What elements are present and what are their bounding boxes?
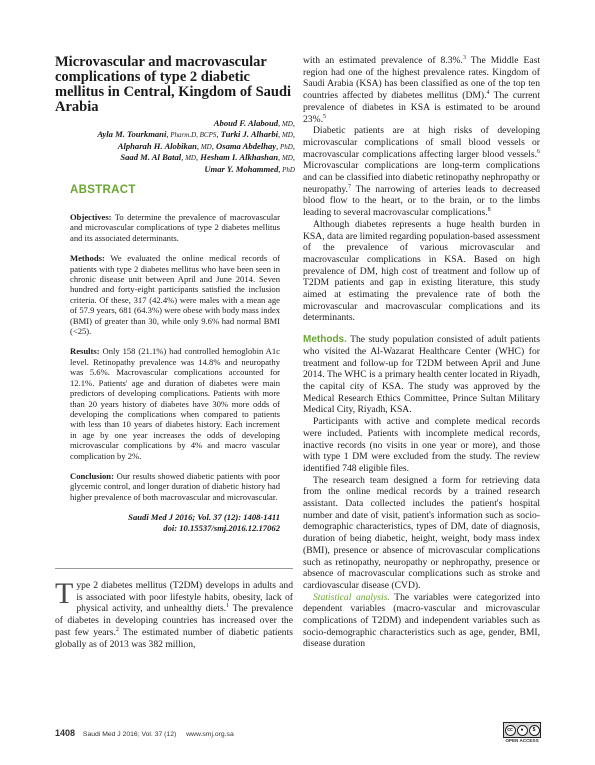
paragraph: with an estimated prevalence of 8.3%.$^3$ The Middle East region had one of the highest prevalence rates. Kingdom of Saudi Arabia (KSA) has been classified as one of the top ten countries affected by diabetes mellitus (DM).$^4$ The current prevalence of diabetes in KSA is estimated to be around 23%.$^5$: [303, 54, 540, 125]
author-degree: MD: [280, 131, 293, 140]
objectives-text: To determine the prevalence of macrovascular and microvascular complications of type 2 diabetes mellitus and its associated determinants.: [70, 212, 280, 243]
statistical-analysis-paragraph: Statistical analysis. The variables were categorized into dependent variables (macro-vascular and microvascular complications of T2DM) and independent variables such as socio-demographic characteristics such as age, gender, BMI, disease duration: [303, 591, 540, 650]
journal-issue: Saudi Med J 2016; Vol. 37 (12): [82, 731, 177, 738]
author-line: Aboud F. Alaboud, MD,: [213, 118, 295, 128]
paragraph: Participants with active and complete medical records were included. Patients with incomplete medical records, inactive records (no visits in one year or more), and those with type 1 DM were excluded from the study. The review identified 748 eligible files.: [303, 416, 540, 474]
nc-icon: $: [529, 725, 540, 736]
abstract-methods: [70, 253, 280, 336]
abstract-results: [70, 346, 280, 460]
cc-icon: cc: [505, 725, 516, 736]
journal-url[interactable]: www.smj.org.sa: [186, 731, 234, 738]
abstract-conclusion: [70, 471, 280, 502]
right-column: [303, 55, 540, 650]
author-degree: MD: [183, 154, 196, 163]
methods-heading: Methods.: [303, 334, 347, 346]
open-access-label: OPEN ACCESS: [505, 738, 539, 743]
conclusion-text: Our results showed diabetic patients with poor glycemic control, and longer duration of diabetic history had higher prevalence of both macrovascular and microvascular.: [70, 470, 280, 502]
section-divider: [55, 568, 293, 569]
citation-line-1: Saudi Med J 2016; Vol. 37 (12): 1408-1411: [128, 512, 280, 523]
page-number: 1408: [55, 728, 76, 738]
citation: [70, 512, 280, 533]
author-line: Saad M. Al Batal, MD, Hesham I. Alkhashan, MD,: [120, 152, 295, 163]
results-text: Only 158 (21.1%) had controlled hemoglobin A1c level. Retinopathy prevalence was 14.8% and neuropathy was 5.6%. Macrovascular complications accounted for 12.1%. Patients' age and duration of diabetes were main predictors of developing complications. Patients with more than 20 years history of diabetes have 30% more odds of developing the complications when compared to patients with less than 10 years of diabetes history. Each increment in age by one year increases the odds of developing microvascular complications by 4% and macro vascular complication by 2%.: [70, 346, 280, 461]
author-degree: MD: [280, 120, 293, 128]
objectives-label: Objectives:: [70, 212, 112, 222]
ref-marker: 3: [462, 54, 466, 61]
ref-marker: 2: [115, 626, 119, 633]
author-degree: Pharm.D, BCPS: [168, 131, 217, 140]
drop-cap: T: [55, 577, 74, 610]
methods-paragraph: Methods. The study population consisted of adult patients who visited the Al-Wazarat Healthcare Center (WHC) for treatment and follow-up for T2DM between April and June 2014. The WHC is a primary health center located in Riyadh, the capital city of KSA. The study was approved by the Medical Research Ethics Committee, Prince Sultan Military Medical City, Riyadh, KSA.: [303, 334, 540, 416]
author-name: Aboud F. Alaboud: [213, 118, 279, 128]
ref-marker: 7: [347, 183, 351, 190]
creative-commons-badge-icon: [503, 722, 541, 738]
author-degree: MD: [280, 154, 293, 163]
author-line: Alpharah H. Alobikan, MD, Osama Abdelhay, PhD,: [117, 140, 295, 151]
introduction-text: [55, 577, 293, 650]
paragraph: Diabetic patients are at high risks of developing microvascular complications of small blood vessels or macrovascular complications affecting larger blood vessels.$^6$ Microvascular complications are long-term complications and can be classified into diabetic retinopathy nephropathy or neuropathy.$^7$ The narrowing of arteries leads to decreased blood flow to the heart, or to the brain, or to the limbs leading to several macrovascular complications.$^8$: [303, 125, 540, 219]
intro-sentence-1: ype 2 diabetes mellitus (T2DM) develops in adults and is associated with poor lifestyle habits, obesity, lack of physical activity, and unhealthy diets.: [76, 580, 293, 615]
conclusion-label: Conclusion:: [70, 470, 114, 481]
ref-marker: 5: [322, 113, 326, 120]
citation-doi: doi: 10.15537/smj.2016.12.17062: [163, 522, 280, 533]
author-name: Umar Y. Mohammed: [204, 163, 279, 174]
author-line: Ayla M. Tourkmani, Pharm.D, BCPS, Turki J. Alharbi, MD,: [97, 129, 295, 140]
author-name: Turki J. Alharbi: [220, 129, 279, 140]
author-degree: PhD: [278, 142, 293, 151]
paragraph: The research team designed a form for retrieving data from the online medical records by a trained research assistant. Data collected includes the patient's hospital number and date of visit, patient's information such as socio-demographic characteristics, types of DM, date of diagnosis, duration of being diabetic, height, weight, body mass index (BMI), presence or absence of microvascular complications such as retinopathy, neuropathy or nephropathy, presence or absence of macrovascular complications such as stroke and cardiovascular disease (CVD).: [303, 474, 540, 591]
abstract-body: [70, 212, 280, 533]
methods-label: Methods:: [70, 253, 105, 264]
author-name: Ayla M. Tourkmani: [97, 129, 167, 140]
ref-marker: 1: [226, 603, 230, 610]
article-title: Microvascular and macrovascular complications of type 2 diabetic mellitus in Central, Kingdom of Saudi Arabia: [55, 54, 292, 115]
author-name: Hesham I. Alkhashan: [200, 152, 279, 163]
author-line: Umar Y. Mohammed, PhD: [204, 163, 295, 174]
author-degree: MD: [199, 142, 212, 151]
ref-marker: 6: [537, 148, 540, 155]
page-footer: [55, 728, 540, 742]
statistical-analysis-heading: Statistical analysis.: [313, 591, 390, 603]
abstract-heading: ABSTRACT: [70, 184, 136, 196]
ref-marker: 4: [486, 89, 490, 96]
abstract-objectives: [70, 212, 280, 243]
author-list: [55, 118, 295, 175]
author-name: Saad M. Al Batal: [120, 152, 182, 163]
author-degree: PhD: [280, 165, 295, 174]
intro-sentence-2: The prevalence of diabetes in developing countries has increased over the past few years.: [55, 603, 293, 638]
author-name: Osama Abdelhay: [216, 140, 277, 151]
results-label: Results:: [70, 346, 100, 357]
methods-text: We evaluated the online medical records of patients with type 2 diabetes mellitus who have been seen in chronic disease unit between April and June 2014. Seven hundred and forty-eight participants satisfied the inclusion criteria. Of these, 317 (42.4%) were males with a mean age of 57.9 years, 681 (64.3%) were obese with body mass index (BMI) of greater than 30, while only 9.6% had normal BMI (<25).: [70, 253, 280, 337]
paragraph: Although diabetes represents a huge health burden in KSA, data are limited regarding population-based assessment of the prevalence of various microvascular and macrovascular complications in KSA. Based on high prevalence of DM, high cost of treatment and follow up of T2DM patients and gap in existing literature, this study aimed at estimating the prevalence rate of both the microvascular and macrovascular complications and its determinants.: [303, 218, 540, 324]
author-name: Alpharah H. Alobikan: [117, 140, 197, 151]
ref-marker: 8: [487, 206, 491, 213]
by-icon: ●: [517, 725, 528, 736]
intro-sentence-3: The estimated number of diabetic patients globally as of 2013 was 382 million,: [55, 626, 293, 650]
